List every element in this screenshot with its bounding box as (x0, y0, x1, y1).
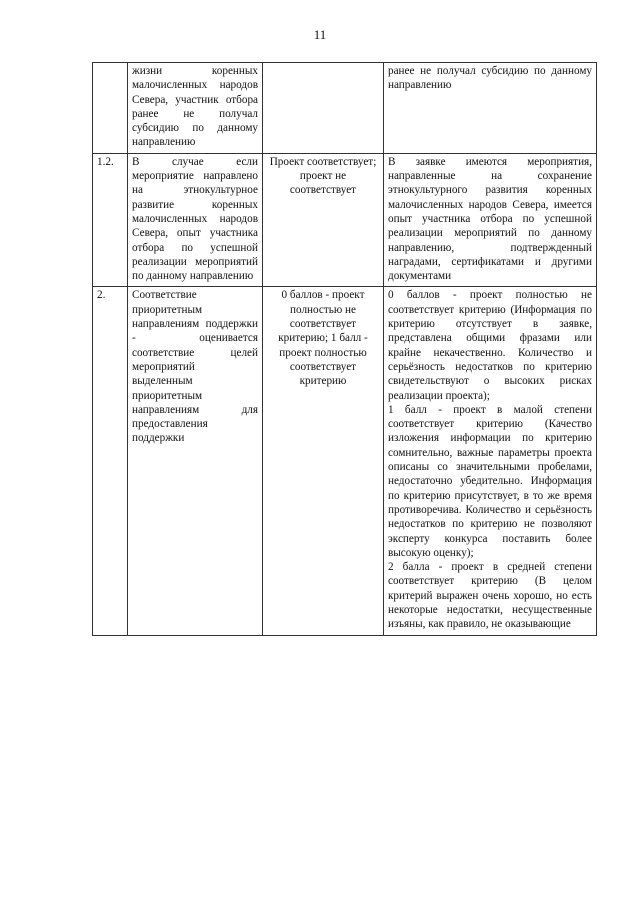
description-cell (384, 153, 597, 287)
page-number: 11 (313, 27, 327, 42)
criterion-cell: В случае если мероприятие направлено на этнокультурное развитие коренных малочисленных народов Севера, опыт участника отбора по успешной реализации мероприятий по данному направлению (128, 153, 263, 287)
description-cell (384, 63, 597, 154)
score-cell: Проект соответствует; проект не соответствует (263, 153, 384, 287)
table-row (93, 63, 597, 154)
criteria-table (92, 62, 597, 636)
description-paragraph: 2 балла - проект в средней степени соответствует критерию (В целом критерий выражен очень хорошо, но есть некоторые недостатки, несущественные изъяны, как правило, не оказывающие (388, 561, 592, 631)
description-paragraph: В заявке имеются мероприятия, направленные на сохранение этнокультурного развития коренных малочисленных народов Севера, имеется опыт участника отбора по успешной реализации мероприятий по данному направлению, подтвержденный наградами, сертификатами и другими документами (388, 155, 592, 283)
description-paragraph: ранее не получал субсидию по данному направлению (388, 65, 592, 92)
row-number (93, 63, 128, 154)
score-cell (263, 63, 384, 154)
criterion-cell: Соответствие приоритетным направлениям поддержки - оценивается соответствие целей мероприятий выделенным приоритетным направлениям для предоставления поддержки (128, 287, 263, 635)
table-row (93, 153, 597, 287)
row-number: 2. (93, 287, 128, 635)
table-row (93, 287, 597, 635)
criterion-cell: жизни коренных малочисленных народов Севера, участник отбора ранее не получал субсидию по данному направлению (128, 63, 263, 154)
score-cell: 0 баллов - проект полностью не соответствует критерию; 1 балл - проект полностью соответствует критерию (263, 287, 384, 635)
description-cell (384, 287, 597, 635)
row-number: 1.2. (93, 153, 128, 287)
description-paragraph: 1 балл - проект в малой степени соответствует критерию (Качество изложения информации по критерию сомнительно, важные параметры проекта описаны со значительными пробелами, недостаточно убедительно. Информация по критерию присутствует, в то же время противоречива. Количество и серьёзность недостатков по критерию не позволяют эксперту конкурса поставить более высокую оценку); (388, 403, 592, 559)
description-paragraph: 0 баллов - проект полностью не соответствует критерию (Информация по критерию отсутствует в заявке, представлена общими фразами или крайне некачественно. Количество и серьёзность недостатков по критерию свидетельствуют о высоких рисках реализации проекта); (388, 289, 592, 402)
